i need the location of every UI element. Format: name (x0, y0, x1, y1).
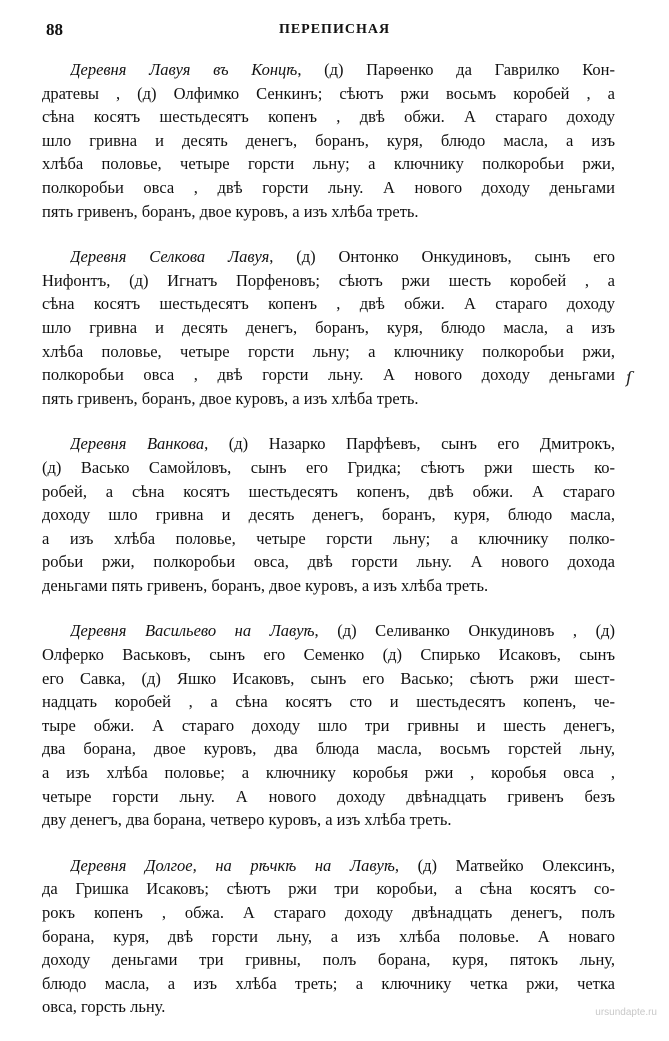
entry (42, 854, 615, 1019)
line-text: рокъ копенъ , обжа. А стараго доходу двѣнадцать денегъ, полъ (42, 903, 615, 922)
text-line (42, 480, 615, 504)
watermark: ursundapte.ru (595, 1007, 657, 1018)
line-text: дратевы , (д) Олфимко Сенкинъ; сѣютъ ржи восьмъ коробей , а (42, 83, 615, 103)
text-line (42, 690, 615, 714)
line-text: овса, горсть льну. (42, 997, 166, 1017)
line-text: шло гривна и десять денегъ, боранъ, куря, блюдо масла, а изъ (42, 130, 615, 150)
line-text: блюдо масла, а изъ хлѣба треть; а ключнику четка ржи, четка (42, 973, 615, 993)
line-text: , (д) Парѳенко да Гаврилко Кон- (297, 60, 615, 79)
text-line (42, 387, 615, 411)
line-text: робей, а сѣна косятъ шестьдесятъ копенъ, двѣ обжи. А стараго (42, 481, 615, 501)
line-text: хлѣба половье, четыре горсти льну; а ключнику полкоробьи ржи, (42, 341, 615, 361)
text-line (42, 105, 615, 129)
line-text: сѣна косятъ шестьдесятъ копенъ , двѣ обжи. А стараго доходу (42, 294, 615, 314)
line-text: а изъ хлѣба половье; а ключнику коробья ржи , коробья овса , (42, 763, 615, 783)
text-line (42, 574, 615, 598)
line-text: хлѣба половье, четыре горсти льну; а ключнику полкоробьи ржи, (42, 154, 615, 174)
text-line (42, 503, 615, 527)
line-text: , (д) Онтонко Онкудиновъ, сынъ его (269, 247, 615, 267)
text-line (70, 432, 615, 456)
text-line (42, 269, 615, 293)
line-text: (д) Васько Самойловъ, сынъ его Гридка; сѣютъ ржи шесть ко- (42, 457, 615, 477)
text-line (42, 785, 615, 809)
text-line (70, 245, 615, 269)
entry (42, 432, 615, 597)
text-line (70, 619, 615, 643)
village-name: Деревня Васильево на Лавуѣ (70, 621, 315, 641)
text-line (70, 58, 615, 82)
text-line (42, 200, 615, 224)
line-text: доходу шло гривна и десять денегъ, боранъ, куря, блюдо масла, (42, 505, 615, 525)
text-line (42, 152, 615, 176)
entry (42, 245, 615, 410)
text-line (42, 877, 615, 901)
line-text: робьи ржи, полкоробьи овса, двѣ горсти льну. А нового дохода (42, 552, 615, 572)
line-text: два борана, двое куровъ, два блюда масла, восьмъ горстей льну, (42, 739, 615, 759)
line-text: , (д) Матвейко Олексинъ, (394, 855, 615, 875)
line-text: его Савка, (д) Яшко Исаковъ, сынъ его Васько; сѣютъ ржи шест- (42, 668, 615, 688)
text-line (42, 761, 615, 785)
text-line (42, 808, 615, 832)
line-text: , (д) Селиванко Онкудиновъ , (д) (314, 621, 615, 641)
text-line (42, 995, 615, 1019)
margin-mark: ſ (626, 368, 632, 387)
text-line (42, 176, 615, 200)
line-text: а изъ хлѣба половье, четыре горсти льну; а ключнику полко- (42, 528, 615, 548)
line-text: полкоробьи овса , двѣ горсти льну. А нового доходу деньгами (42, 177, 615, 197)
text-line (42, 737, 615, 761)
line-text: пять гривенъ, боранъ, двое куровъ, а изъ хлѣба треть. (42, 201, 419, 221)
line-text: борана, куря, двѣ горсти льну, а изъ хлѣба половье. А новаго (42, 926, 615, 946)
entry (42, 619, 615, 831)
village-name: Деревня Лавуя въ Концѣ (70, 60, 298, 79)
village-name: Деревня Селкова Лавуя (70, 247, 270, 267)
line-text: пять гривенъ, боранъ, двое куровъ, а изъ хлѣба треть. (42, 388, 419, 408)
text-line (42, 667, 615, 691)
line-text: четыре горсти льну. А нового доходу двѣнадцать гривенъ безъ (42, 786, 615, 806)
line-text: полкоробьи овса , двѣ горсти льну. А нового доходу деньгами (42, 365, 615, 385)
text-line (42, 643, 615, 667)
page-header (40, 18, 629, 44)
line-text: надцать коробей , а сѣна косятъ сто и шестьдесятъ копенъ, че- (42, 692, 615, 712)
line-text: да Гришка Исаковъ; сѣютъ ржи три коробьи, а сѣна косятъ со- (42, 879, 615, 899)
page-number: 88 (46, 20, 63, 39)
line-text: доходу деньгами три гривны, полъ борана, куря, пятокъ льну, (42, 950, 615, 970)
text-line (42, 901, 615, 925)
running-head: ПЕРЕПИСНАЯ (278, 22, 391, 37)
text-line (42, 363, 615, 387)
entry (42, 58, 615, 223)
text-line (42, 714, 615, 738)
line-text: Олферко Васьковъ, сынъ его Семенко (д) Спирько Исаковъ, сынъ (42, 645, 615, 665)
text-line (42, 527, 615, 551)
line-text: , (д) Назарко Парфѣевъ, сынъ его Дмитрокъ, (204, 434, 615, 454)
text-line (42, 129, 615, 153)
text-line (42, 316, 615, 340)
line-text: шло гривна и десять денегъ, боранъ, куря, блюдо масла, а изъ (42, 317, 615, 337)
text-line (42, 948, 615, 972)
line-text: двy денегъ, два борана, четверо куровъ, а изъ хлѣба треть. (42, 810, 452, 830)
text-line (42, 972, 615, 996)
text-line (42, 550, 615, 574)
text-line (42, 292, 615, 316)
body-text (42, 58, 615, 1041)
village-name: Деревня Ванкова (70, 434, 205, 454)
line-text: деньгами пять гривенъ, боранъ, двое куровъ, а изъ хлѣба треть. (42, 575, 489, 595)
village-name: Деревня Долгое, на рѣчкѣ на Лавуѣ (70, 855, 395, 875)
line-text: сѣна косятъ шестьдесятъ копенъ , двѣ обжи. А стараго доходу (42, 107, 615, 127)
text-line (42, 456, 615, 480)
line-text: тыре обжи. А стараго доходу шло три гривны и шесть денегъ, (42, 715, 615, 735)
text-line (42, 925, 615, 949)
text-line (70, 854, 615, 878)
text-line (42, 82, 615, 106)
text-line (42, 340, 615, 364)
line-text: Нифонтъ, (д) Игнатъ Порфеновъ; сѣютъ ржи шесть коробей , а (42, 270, 615, 290)
